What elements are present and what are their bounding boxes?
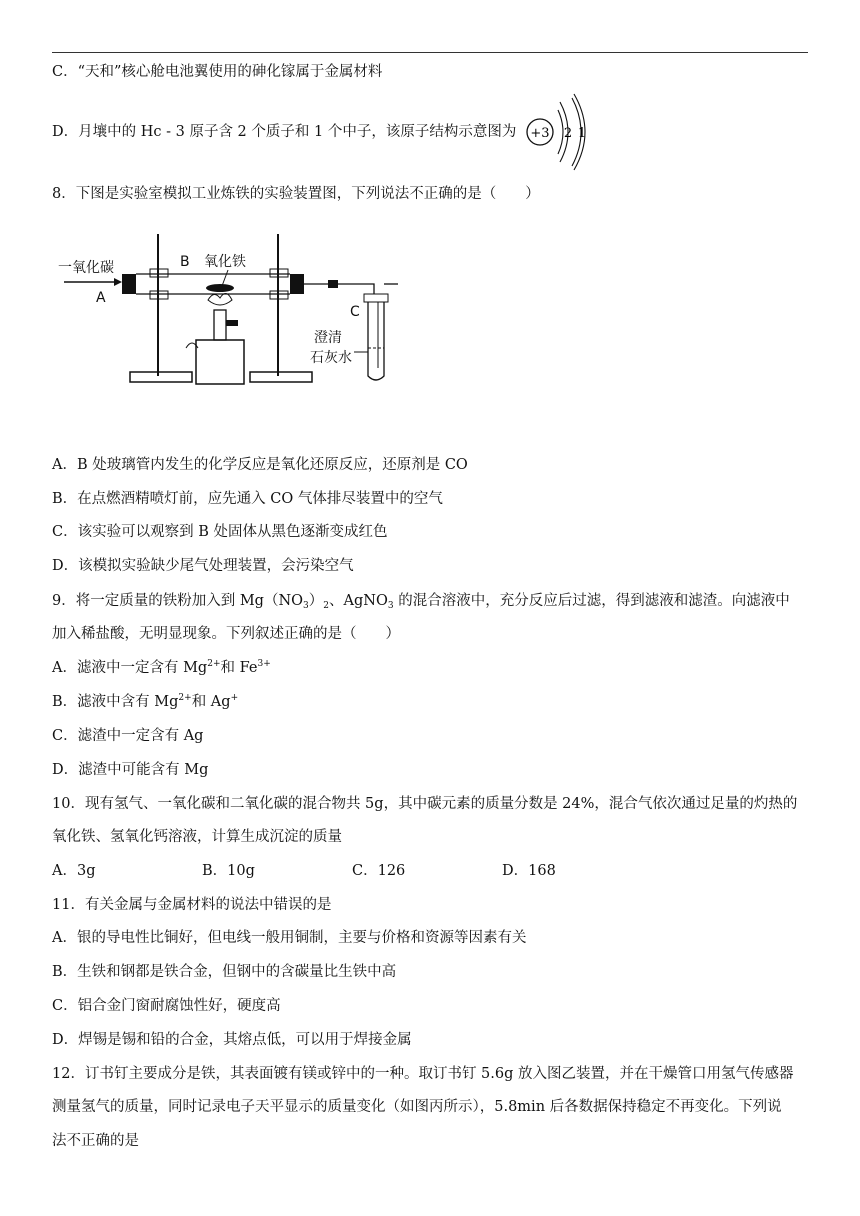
right-stopper	[290, 274, 304, 294]
q11-option-a: A．银的导电性比铜好，但电线一般用铜制，主要与价格和资源等因素有关	[52, 930, 527, 946]
lamp-valve	[226, 320, 238, 326]
q7-option-d: D．月壤中的 Hc - 3 原子含 2 个质子和 1 个中子，该原子结构示意图为	[52, 124, 517, 140]
q9-option-a: A．滤液中一定含有 $Mg^{2+}$和 $Fe^{3+}$	[52, 659, 271, 676]
q8-option-b: B．在点燃酒精喷灯前，应先通入 CO 气体排尽装置中的空气	[52, 491, 443, 507]
lamp-body	[196, 340, 244, 384]
atom-structure-diagram	[524, 92, 594, 172]
q8-option-c: C．该实验可以观察到 B 处固体从黑色逐渐变成红色	[52, 524, 388, 540]
right-stand-base	[250, 372, 312, 382]
label-b: B	[180, 254, 190, 270]
q8-option-d: D．该模拟实验缺少尾气处理装置，会污染空气	[52, 558, 354, 574]
q11-option-b: B．生铁和钢都是铁合金，但钢中的含碳量比生铁中高	[52, 964, 397, 980]
q10-option-c: C．126	[352, 863, 406, 879]
q10-stem-line2: 氧化铁、氢氧化钙溶液，计算生成沉淀的质量	[52, 829, 342, 845]
iron-oxide-pointer	[222, 270, 228, 286]
q10-stem-line1: 10．现有氢气、一氧化碳和二氧化碳的混合物共 5g，其中碳元素的质量分数是 24%，混合气依次通过足量的灼热的	[52, 796, 798, 812]
nucleus-charge: +3	[530, 126, 550, 141]
label-c: C	[350, 304, 360, 320]
q10-option-a: A．3g	[52, 863, 96, 879]
q12-stem-line3: 法不正确的是	[52, 1133, 139, 1149]
shell1-electrons: 2	[563, 126, 573, 141]
iron-oxide-powder	[206, 284, 234, 292]
left-stopper	[122, 274, 136, 294]
electron-shell-1	[558, 110, 563, 154]
flame	[208, 293, 232, 305]
co-label: 一氧化碳	[58, 260, 114, 276]
label-a: A	[96, 290, 106, 306]
q9-option-c: C．滤渣中一定含有 Ag	[52, 728, 204, 744]
tube-connector	[328, 280, 338, 288]
iron-smelting-apparatus-figure	[58, 230, 414, 390]
q9-option-b: B．滤液中含有 $Mg^{2+}$和 Ag+	[52, 693, 239, 710]
header-rule	[52, 52, 808, 53]
q9-stem-line1: 9．将一定质量的铁粉加入到 $Mg(NO_3)_2$、AgNO$_3$ 的混合溶液中，充分反应后过滤，得到滤液和滤渣。向滤液中	[52, 593, 790, 611]
q8-stem: 8．下图是实验室模拟工业炼铁的实验装置图，下列说法不正确的是（ ）	[52, 186, 540, 202]
q11-option-c: C．铝合金门窗耐腐蚀性好，硬度高	[52, 998, 281, 1014]
delivery-tube	[338, 284, 374, 294]
q10-option-d: D．168	[502, 863, 556, 879]
test-tube-stopper	[364, 294, 388, 302]
q12-stem-line2: 测量氢气的质量，同时记录电子天平显示的质量变化（如图丙所示），5.8min 后各数据保持稳定不再变化。下列说	[52, 1099, 782, 1115]
q7-option-c: C．“天和”核心舱电池翼使用的砷化镓属于金属材料	[52, 64, 383, 80]
q9-option-d: D．滤渣中可能含有 Mg	[52, 762, 209, 778]
q8-option-a: A．B 处玻璃管内发生的化学反应是氧化还原反应，还原剂是 CO	[52, 457, 468, 473]
lamp-nozzle	[214, 310, 226, 340]
limewater-label-2: 石灰水	[310, 350, 352, 366]
q11-stem: 11．有关金属与金属材料的说法中错误的是	[52, 897, 332, 913]
test-tube	[368, 302, 384, 380]
limewater-label-1: 澄清	[314, 330, 342, 346]
co-arrowhead	[114, 278, 122, 286]
q9-stem-line2: 加入稀盐酸，无明显现象。下列叙述正确的是（ ）	[52, 626, 400, 642]
iron-oxide-label: 氧化铁	[204, 254, 246, 270]
q10-option-b: B．10g	[202, 863, 255, 879]
left-stand-base	[130, 372, 192, 382]
q11-option-d: D．焊锡是锡和铅的合金，其熔点低，可以用于焊接金属	[52, 1032, 412, 1048]
shell2-electrons: 1	[577, 126, 587, 141]
q12-stem-line1: 12．订书钉主要成分是铁，其表面镀有镁或锌中的一种。取订书钉 5.6g 放入图乙装置，并在干燥管口用氢气传感器	[52, 1066, 794, 1082]
